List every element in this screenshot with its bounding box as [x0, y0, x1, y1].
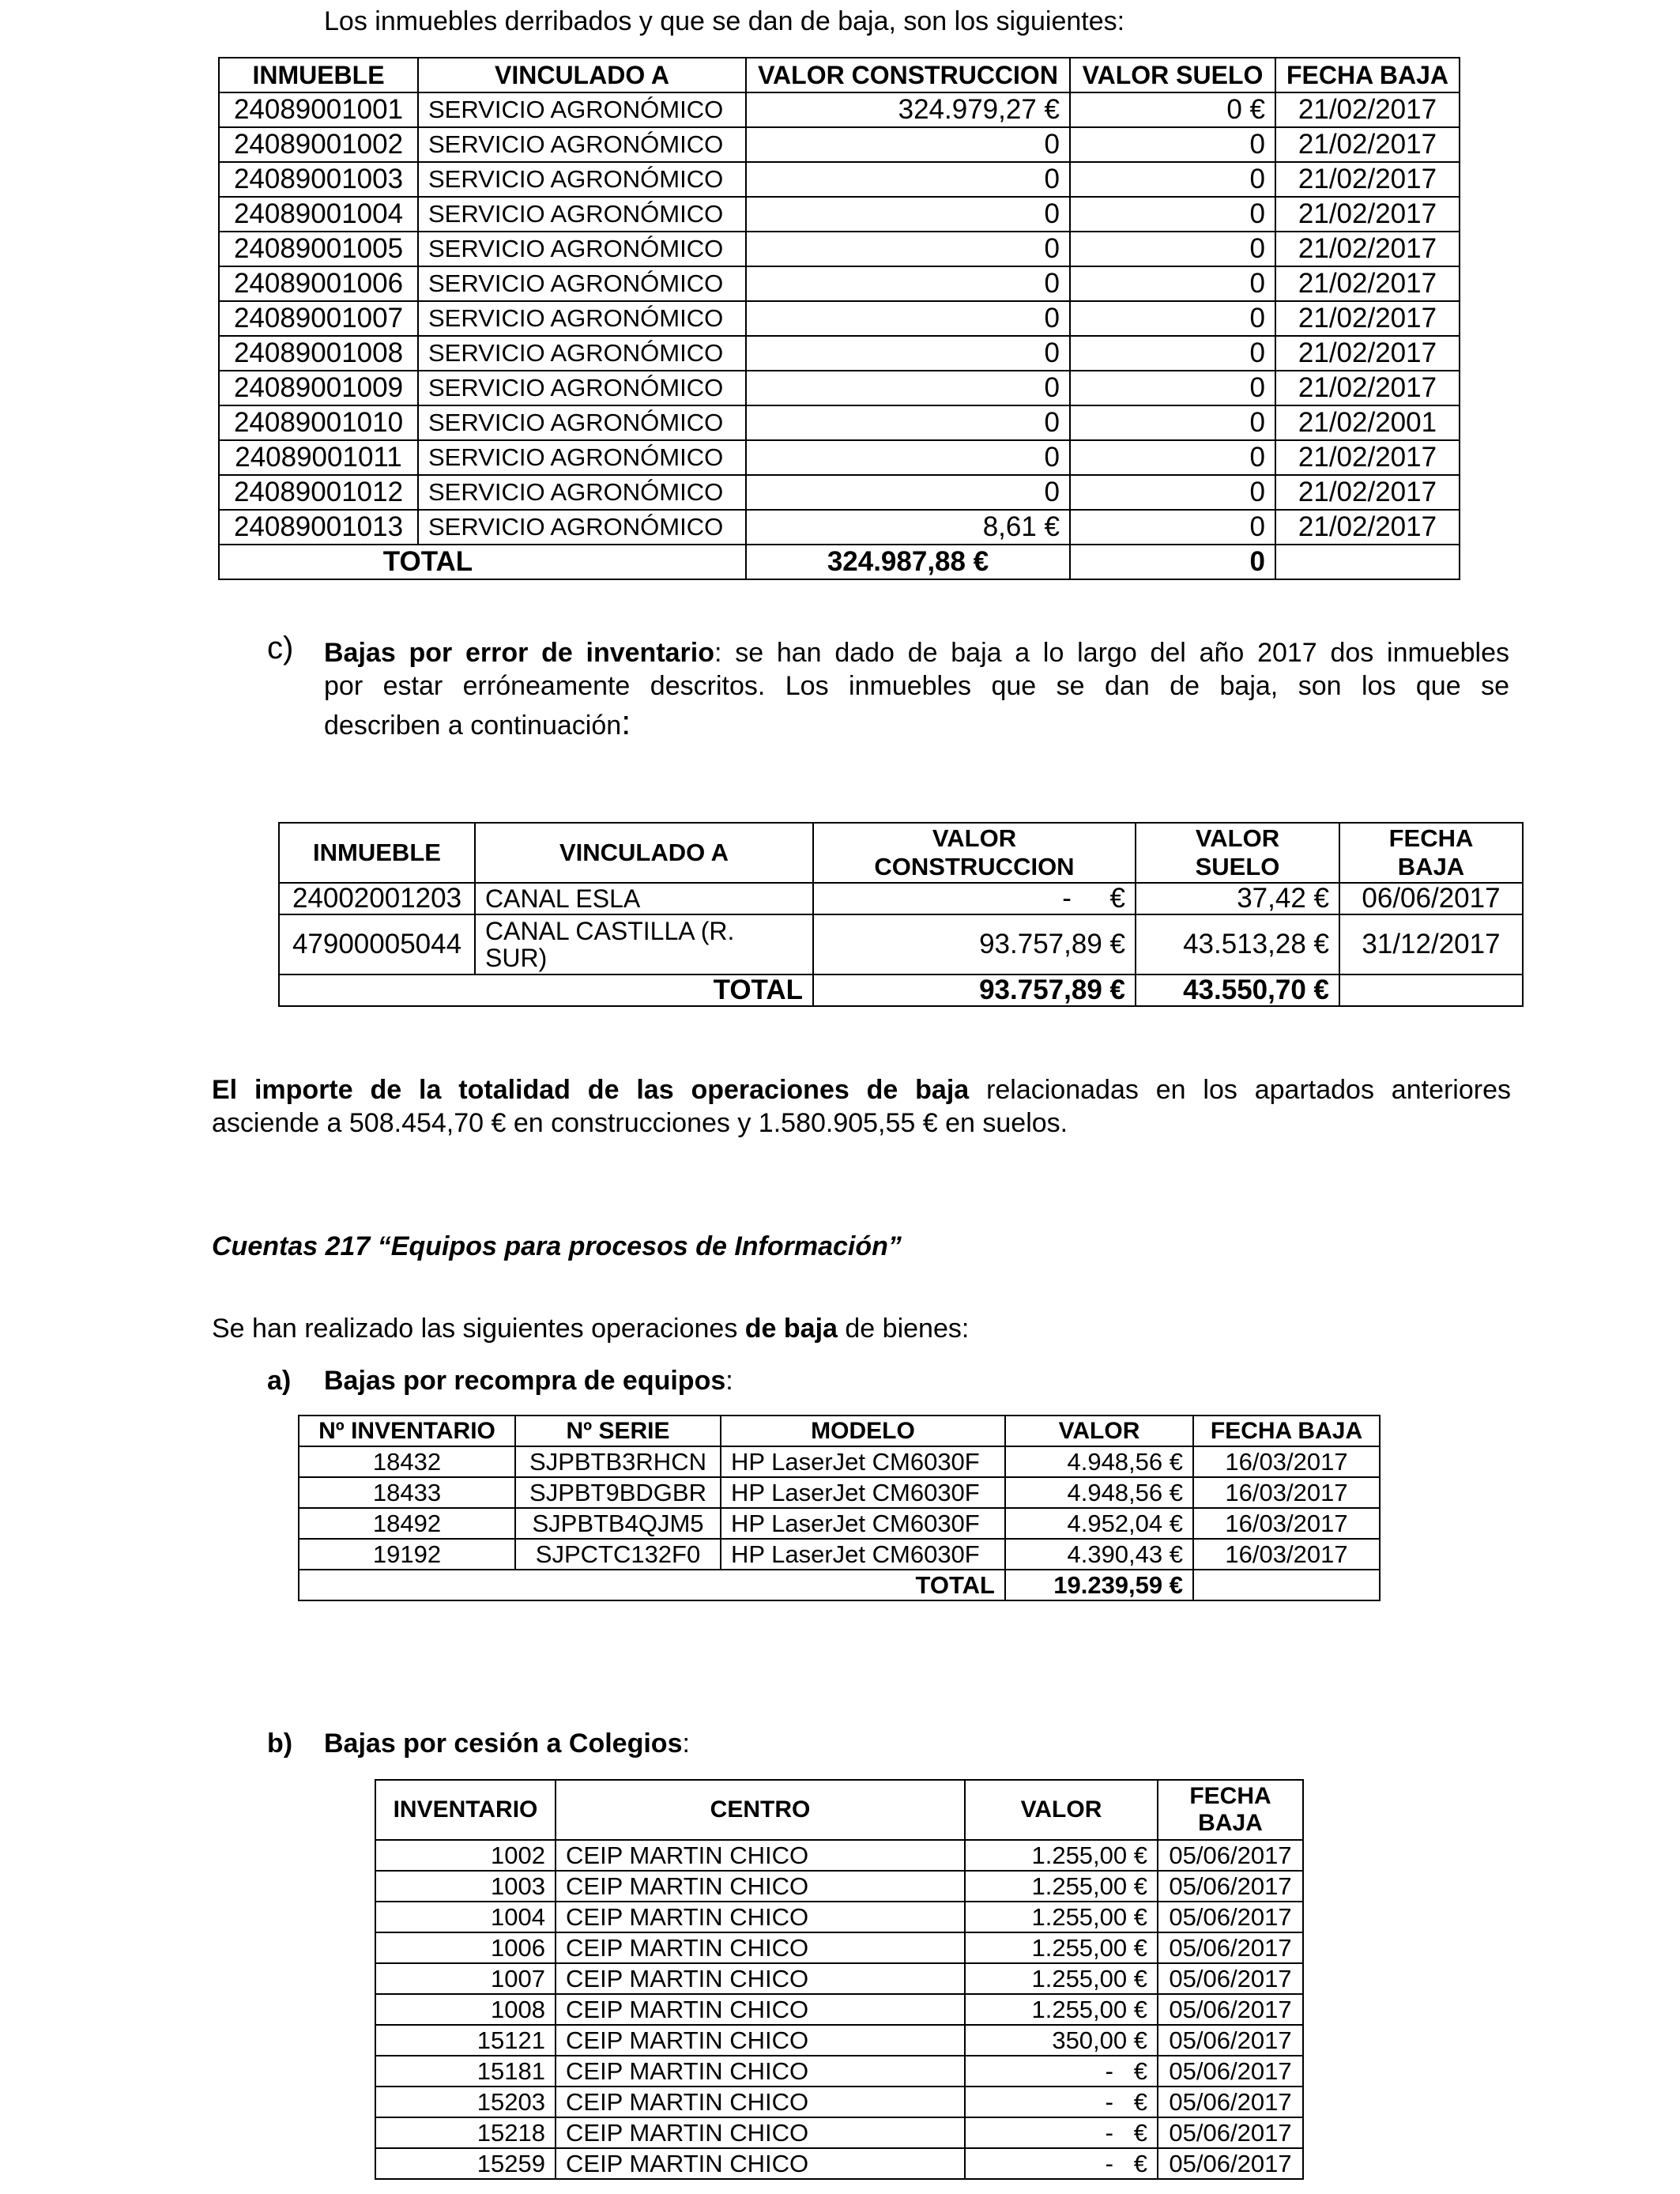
cell-inventory: 15218 [375, 2117, 556, 2148]
col-header-line: CONSTRUCCION [874, 853, 1075, 880]
dash-value: - [1062, 883, 1072, 914]
cell-inventory: 1003 [375, 1871, 556, 1902]
cell-date: 05/06/2017 [1158, 2056, 1303, 2087]
col-header: Nº INVENTARIO [299, 1416, 515, 1446]
cell-vinculado: CANAL ESLA [475, 883, 813, 914]
section-b-title: Bajas por cesión a Colegios [324, 1728, 683, 1759]
table-row [375, 2148, 1303, 2179]
cell-date: 05/06/2017 [1158, 1963, 1303, 1994]
cell-inmueble: 24089001012 [219, 475, 418, 510]
cell-construccion: 0 [746, 197, 1070, 232]
cell-vinculado: SERVICIO AGRONÓMICO [418, 197, 746, 232]
cell-inventory: 1002 [375, 1840, 556, 1871]
cell-date: 05/06/2017 [1158, 2025, 1303, 2056]
table-row [375, 1932, 1303, 1963]
cell-value: 1.255,00 € [965, 1963, 1158, 1994]
cell-date: 05/06/2017 [1158, 1994, 1303, 2025]
empty-cell [1275, 545, 1460, 579]
table-header-row [299, 1416, 1380, 1446]
table-row [279, 914, 1523, 974]
cell-fecha: 31/12/2017 [1339, 914, 1523, 974]
cell-date: 05/06/2017 [1158, 2087, 1303, 2117]
cell-date: 16/03/2017 [1193, 1477, 1380, 1508]
table-row [219, 510, 1460, 545]
cell-value: 350,00 € [965, 2025, 1158, 2056]
cell-date: 05/06/2017 [1158, 1871, 1303, 1902]
col-header-line: BAJA [1397, 853, 1465, 880]
cell-inventory-number: 19192 [299, 1539, 515, 1570]
section-c-line3 [324, 703, 631, 742]
currency-symbol: € [1133, 2057, 1147, 2085]
cell-date: 05/06/2017 [1158, 2148, 1303, 2179]
cell-vinculado: SERVICIO AGRONÓMICO [418, 127, 746, 162]
table-row [299, 1477, 1380, 1508]
summary-bold: El importe de la totalidad de las operaciones de baja [212, 1075, 970, 1105]
cell-center: CEIP MARTIN CHICO [556, 1963, 965, 1994]
cell-inmueble: 24089001011 [219, 440, 418, 475]
cell-inventory: 15203 [375, 2087, 556, 2117]
col-header: CENTRO [556, 1780, 965, 1840]
cell-inmueble: 24089001007 [219, 301, 418, 336]
section-b-colon: : [682, 1728, 690, 1759]
table-row [375, 1871, 1303, 1902]
col-header: MODELO [721, 1416, 1005, 1446]
cell-serial-number: SJPCTC132F0 [515, 1539, 721, 1570]
cell-center: CEIP MARTIN CHICO [556, 2025, 965, 2056]
cell-construccion [813, 883, 1136, 914]
col-header: Nº SERIE [515, 1416, 721, 1446]
section-b-heading [324, 1727, 690, 1760]
table-row [299, 1539, 1380, 1570]
ops-intro-pre: Se han realizado las siguientes operaciones [212, 1314, 745, 1344]
cell-suelo: 0 [1070, 162, 1275, 197]
cell-center: CEIP MARTIN CHICO [556, 2087, 965, 2117]
cell-fecha: 21/02/2017 [1275, 266, 1460, 301]
col-header: VINCULADO A [418, 58, 746, 92]
inventory-error-table [278, 822, 1524, 1007]
table-row [279, 883, 1523, 914]
cell-center: CEIP MARTIN CHICO [556, 2056, 965, 2087]
cell-suelo: 37,42 € [1136, 883, 1339, 914]
cell-inventory-number: 18433 [299, 1477, 515, 1508]
ops-intro-post: de bienes: [837, 1314, 970, 1344]
empty-cell [1193, 1570, 1380, 1600]
dash-value: - [1105, 2088, 1113, 2116]
cell-vinculado: SERVICIO AGRONÓMICO [418, 440, 746, 475]
currency-symbol: € [1109, 883, 1125, 914]
col-header-line: VALOR [1195, 824, 1280, 852]
col-header-line: SUELO [1195, 853, 1280, 880]
cell-fecha: 21/02/2017 [1275, 301, 1460, 336]
total-row [279, 974, 1523, 1006]
cell-value [965, 2087, 1158, 2117]
cell-value [965, 2148, 1158, 2179]
cell-value: 1.255,00 € [965, 1994, 1158, 2025]
cell-inmueble: 24089001009 [219, 371, 418, 405]
col-header: VALOR [1005, 1416, 1193, 1446]
cell-construccion: 0 [746, 371, 1070, 405]
cell-inmueble: 24089001008 [219, 336, 418, 371]
cell-vinculado: SERVICIO AGRONÓMICO [418, 92, 746, 127]
table-row [375, 1994, 1303, 2025]
cell-date: 05/06/2017 [1158, 1840, 1303, 1871]
currency-symbol: € [1133, 2088, 1147, 2116]
col-header: FECHA BAJA [1275, 58, 1460, 92]
cell-center: CEIP MARTIN CHICO [556, 1840, 965, 1871]
cell-value: 4.948,56 € [1005, 1477, 1193, 1508]
table-header-row [375, 1780, 1303, 1840]
total-value: 19.239,59 € [1005, 1570, 1193, 1600]
section-c-title: Bajas por error de inventario [324, 638, 714, 668]
col-header [1158, 1780, 1303, 1840]
cell-inmueble: 47900005044 [279, 914, 475, 974]
cell-construccion: 8,61 € [746, 510, 1070, 545]
cell-construccion: 0 [746, 336, 1070, 371]
cell-fecha: 06/06/2017 [1339, 883, 1523, 914]
table-row [375, 1963, 1303, 1994]
table-row [375, 1840, 1303, 1871]
cell-inmueble: 24089001003 [219, 162, 418, 197]
table-row [375, 2025, 1303, 2056]
table-row [219, 371, 1460, 405]
cell-suelo: 0 € [1070, 92, 1275, 127]
cell-model: HP LaserJet CM6030F [721, 1508, 1005, 1539]
section-a-heading [324, 1364, 733, 1397]
cell-value [965, 2056, 1158, 2087]
dash-value: - [1105, 2150, 1113, 2177]
total-label: TOTAL [299, 1570, 1005, 1600]
cell-fecha: 21/02/2017 [1275, 127, 1460, 162]
cell-inmueble: 24089001010 [219, 405, 418, 440]
cell-construccion: 0 [746, 301, 1070, 336]
col-header: INMUEBLE [219, 58, 418, 92]
table-row [375, 2056, 1303, 2087]
total-construction: 93.757,89 € [813, 974, 1136, 1006]
cell-vinculado: SERVICIO AGRONÓMICO [418, 371, 746, 405]
table-header-row [279, 823, 1523, 883]
cell-vinculado: SERVICIO AGRONÓMICO [418, 162, 746, 197]
cell-fecha: 21/02/2017 [1275, 336, 1460, 371]
table-row [375, 1902, 1303, 1932]
cell-value: 4.952,04 € [1005, 1508, 1193, 1539]
cell-value: 1.255,00 € [965, 1902, 1158, 1932]
empty-cell [1339, 974, 1523, 1006]
section-c-colon: : [621, 703, 631, 742]
section-c-text: : se han dado de baja a lo largo del año 2017 dos inmuebles [714, 638, 1509, 668]
table-row [219, 162, 1460, 197]
cell-vinculado: SERVICIO AGRONÓMICO [418, 232, 746, 266]
total-row [219, 545, 1460, 579]
cell-construccion: 0 [746, 440, 1070, 475]
cell-suelo: 0 [1070, 197, 1275, 232]
col-header [1136, 823, 1339, 883]
col-header: FECHA BAJA [1193, 1416, 1380, 1446]
spacer [1113, 2119, 1134, 2147]
summary-line1 [212, 1073, 1511, 1106]
col-header-line: FECHA [1189, 1783, 1271, 1809]
cell-fecha: 21/02/2017 [1275, 510, 1460, 545]
section-c-line3-text: describen a continuación [324, 711, 622, 741]
total-land: 0 [1070, 545, 1275, 579]
cell-inventory: 15121 [375, 2025, 556, 2056]
dash-value: - [1105, 2057, 1113, 2085]
spacer [1113, 2057, 1134, 2085]
cell-suelo: 0 [1070, 371, 1275, 405]
cell-fecha: 21/02/2017 [1275, 371, 1460, 405]
cell-fecha: 21/02/2017 [1275, 475, 1460, 510]
spacer [1113, 2088, 1134, 2116]
cell-construccion: 0 [746, 162, 1070, 197]
col-header: VALOR SUELO [1070, 58, 1275, 92]
cell-construccion: 0 [746, 266, 1070, 301]
col-header-line: VALOR [932, 824, 1017, 852]
cell-vinculado: SERVICIO AGRONÓMICO [418, 336, 746, 371]
table-row [219, 266, 1460, 301]
cell-value: 1.255,00 € [965, 1871, 1158, 1902]
cell-serial-number: SJPBTB4QJM5 [515, 1508, 721, 1539]
cell-inventory: 1004 [375, 1902, 556, 1932]
cell-inmueble: 24089001005 [219, 232, 418, 266]
cell-suelo: 0 [1070, 336, 1275, 371]
cell-value: 4.390,43 € [1005, 1539, 1193, 1570]
intro-text: Los inmuebles derribados y que se dan de baja, son los siguientes: [324, 6, 1125, 36]
cell-inventory: 1007 [375, 1963, 556, 1994]
cell-suelo: 0 [1070, 440, 1275, 475]
total-row [299, 1570, 1380, 1600]
currency-symbol: € [1133, 2119, 1147, 2147]
cell-center: CEIP MARTIN CHICO [556, 1994, 965, 2025]
col-header: VALOR CONSTRUCCION [746, 58, 1070, 92]
table-row [219, 336, 1460, 371]
cell-date: 05/06/2017 [1158, 1902, 1303, 1932]
cell-value: 1.255,00 € [965, 1840, 1158, 1871]
cell-date: 05/06/2017 [1158, 2117, 1303, 2148]
cell-fecha: 21/02/2017 [1275, 232, 1460, 266]
section-a-letter: a) [267, 1366, 292, 1396]
table-row [219, 197, 1460, 232]
table-row [299, 1446, 1380, 1477]
cell-inventory: 1008 [375, 1994, 556, 2025]
table-row [299, 1508, 1380, 1539]
currency-symbol: € [1133, 2150, 1147, 2177]
col-header-line: FECHA [1388, 824, 1474, 852]
cell-inmueble: 24089001004 [219, 197, 418, 232]
cell-fecha: 21/02/2017 [1275, 92, 1460, 127]
cell-suelo: 0 [1070, 232, 1275, 266]
cell-fecha: 21/02/2017 [1275, 197, 1460, 232]
summary-line2: asciende a 508.454,70 € en construcciones y 1.580.905,55 € en suelos. [212, 1108, 1068, 1138]
cell-inmueble: 24089001013 [219, 510, 418, 545]
cell-vinculado: SERVICIO AGRONÓMICO [418, 475, 746, 510]
spacer [1113, 2150, 1134, 2177]
cell-serial-number: SJPBT9BDGBR [515, 1477, 721, 1508]
total-land: 43.550,70 € [1136, 974, 1339, 1006]
cell-construccion: 0 [746, 127, 1070, 162]
cell-value: 1.255,00 € [965, 1932, 1158, 1963]
col-header: INMUEBLE [279, 823, 475, 883]
table-row [219, 232, 1460, 266]
table-header-row [219, 58, 1460, 92]
cell-date: 16/03/2017 [1193, 1508, 1380, 1539]
cell-vinculado: SERVICIO AGRONÓMICO [418, 405, 746, 440]
cell-construccion: 0 [746, 405, 1070, 440]
cell-model: HP LaserJet CM6030F [721, 1477, 1005, 1508]
table-row [375, 2117, 1303, 2148]
cell-fecha: 21/02/2017 [1275, 162, 1460, 197]
cell-inventory: 15259 [375, 2148, 556, 2179]
table-row [219, 301, 1460, 336]
cell-suelo: 0 [1070, 475, 1275, 510]
cell-inventory: 1006 [375, 1932, 556, 1963]
cell-vinculado: CANAL CASTILLA (R. SUR) [475, 914, 813, 974]
section-c-line2: por estar erróneamente descritos. Los inmuebles que se dan de baja, son los que se [324, 671, 1509, 701]
cell-suelo: 0 [1070, 405, 1275, 440]
dash-value: - [1105, 2119, 1113, 2147]
col-header [813, 823, 1136, 883]
cell-construccion: 93.757,89 € [813, 914, 1136, 974]
col-header: VALOR [965, 1780, 1158, 1840]
cell-center: CEIP MARTIN CHICO [556, 2117, 965, 2148]
cell-vinculado: SERVICIO AGRONÓMICO [418, 301, 746, 336]
table-row [219, 127, 1460, 162]
section-c-line1 [324, 636, 1509, 669]
cell-date: 16/03/2017 [1193, 1446, 1380, 1477]
cell-inventory-number: 18492 [299, 1508, 515, 1539]
cell-serial-number: SJPBTB3RHCN [515, 1446, 721, 1477]
school-transfer-table [375, 1779, 1304, 2180]
table-row [219, 405, 1460, 440]
section-a-title: Bajas por recompra de equipos [324, 1366, 726, 1396]
operations-intro [212, 1312, 969, 1345]
cell-date: 16/03/2017 [1193, 1539, 1380, 1570]
cell-construccion: 0 [746, 232, 1070, 266]
cell-inmueble: 24089001001 [219, 92, 418, 127]
cell-inmueble: 24089001002 [219, 127, 418, 162]
cell-construccion: 324.979,27 € [746, 92, 1070, 127]
cell-suelo: 0 [1070, 127, 1275, 162]
cell-inmueble: 24002001203 [279, 883, 475, 914]
col-header: INVENTARIO [375, 1780, 556, 1840]
table-row [375, 2087, 1303, 2117]
summary-rest: relacionadas en los apartados anteriores [969, 1075, 1511, 1105]
total-label: TOTAL [219, 545, 746, 579]
cell-suelo: 43.513,28 € [1136, 914, 1339, 974]
total-construction: 324.987,88 € [746, 545, 1070, 579]
cell-model: HP LaserJet CM6030F [721, 1539, 1005, 1570]
section-a-colon: : [725, 1366, 733, 1396]
cell-fecha: 21/02/2017 [1275, 440, 1460, 475]
cell-center: CEIP MARTIN CHICO [556, 1902, 965, 1932]
cell-center: CEIP MARTIN CHICO [556, 2148, 965, 2179]
total-label: TOTAL [279, 974, 813, 1006]
cell-value: 4.948,56 € [1005, 1446, 1193, 1477]
cell-suelo: 0 [1070, 301, 1275, 336]
demolished-buildings-table [218, 57, 1460, 580]
table-row [219, 440, 1460, 475]
cell-value [965, 2117, 1158, 2148]
repurchase-equipment-table [298, 1415, 1381, 1601]
cell-center: CEIP MARTIN CHICO [556, 1932, 965, 1963]
section-heading: Cuentas 217 “Equipos para procesos de Información” [212, 1231, 902, 1261]
col-header-line: BAJA [1198, 1810, 1263, 1836]
table-row [219, 475, 1460, 510]
cell-fecha: 21/02/2001 [1275, 405, 1460, 440]
cell-suelo: 0 [1070, 510, 1275, 545]
cell-model: HP LaserJet CM6030F [721, 1446, 1005, 1477]
section-c-letter: c) [267, 631, 294, 665]
cell-construccion: 0 [746, 475, 1070, 510]
cell-inventory-number: 18432 [299, 1446, 515, 1477]
cell-date: 05/06/2017 [1158, 1932, 1303, 1963]
cell-suelo: 0 [1070, 266, 1275, 301]
ops-intro-bold: de baja [744, 1314, 838, 1344]
cell-vinculado: SERVICIO AGRONÓMICO [418, 510, 746, 545]
cell-center: CEIP MARTIN CHICO [556, 1871, 965, 1902]
cell-inmueble: 24089001006 [219, 266, 418, 301]
col-header: VINCULADO A [475, 823, 813, 883]
cell-vinculado: SERVICIO AGRONÓMICO [418, 266, 746, 301]
section-b-letter: b) [267, 1728, 293, 1759]
table-row [219, 92, 1460, 127]
col-header [1339, 823, 1523, 883]
cell-inventory: 15181 [375, 2056, 556, 2087]
